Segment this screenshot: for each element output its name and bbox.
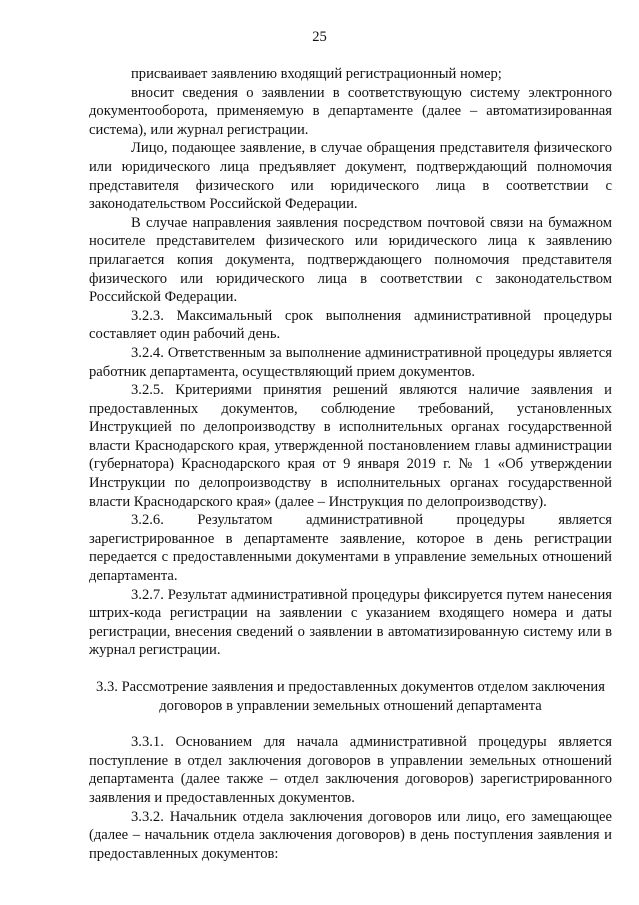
section-title: 3.3. Рассмотрение заявления и предоставленных документов отделом заключения договоров в управлении земельных отношений департамента [96, 679, 605, 714]
paragraph: 3.2.6. Результатом административной процедуры является зарегистрированное в департаменте заявление, которое в день регистрации передается с предоставленными документами в управление земельных отношений департамента. [89, 512, 612, 585]
paragraph: В случае направления заявления посредством почтовой связи на бумажном носителе представителем физического или юридического лица к заявлению прилагается копия документа, подтверждающего полномочия представителя физического или юридического лица в соответствии с законодательством Российской Федерации. [89, 214, 612, 306]
paragraph: вносит сведения о заявлении в соответствующую систему электронного документооборота, применяемую в департаменте (далее – автоматизированная система), или журнал регистрации. [89, 84, 612, 138]
paragraph: 3.2.5. Критериями принятия решений являются наличие заявления и предоставленных документов, соблюдение требований, установленных Инструкцией по делопроизводству в исполнительных органах государственной власти Краснодарского края, утвержденной постановлением главы администрации (губернатора) Краснодарского края от 9 января 2019 г. № 1 «Об утверждении Инструкции по делопроизводству в исполнительных органах государственной власти Краснодарского края» (далее – Инструкция по делопроизводству). [89, 382, 612, 510]
paragraph: 3.2.4. Ответственным за выполнение административной процедуры является работник департамента, осуществляющий прием документов. [89, 344, 612, 380]
paragraph: 3.3.2. Начальник отдела заключения договоров или лицо, его замещающее (далее – начальник отдела заключения договоров) в день поступления заявления и предоставленных документов: [89, 808, 612, 862]
paragraph: 3.2.7. Результат административной процедуры фиксируется путем нанесения штрих-кода регистрации на заявлении с указанием входящего номера и даты регистрации, внесения сведений о заявлении в автоматизированную систему или в журнал регистрации. [89, 586, 612, 659]
paragraph: 3.2.3. Максимальный срок выполнения административной процедуры составляет один рабочий день. [89, 307, 612, 343]
paragraph: присваивает заявлению входящий регистрационный номер; [131, 66, 502, 82]
paragraph: 3.3.1. Основанием для начала административной процедуры является поступление в отдел заключения договоров в управлении земельных отношений департамента (далее также – отдел заключения договоров) зарегистрированного заявления и предоставленных документов. [89, 734, 612, 806]
document-body [89, 65, 612, 863]
paragraph: Лицо, подающее заявление, в случае обращения представителя физического или юридического лица предъявляет документ, подтверждающий полномочия представителя физического или юридического лица в соответствии с законодательством Российской Федерации. [89, 140, 612, 213]
page-number: 25 [312, 29, 327, 45]
